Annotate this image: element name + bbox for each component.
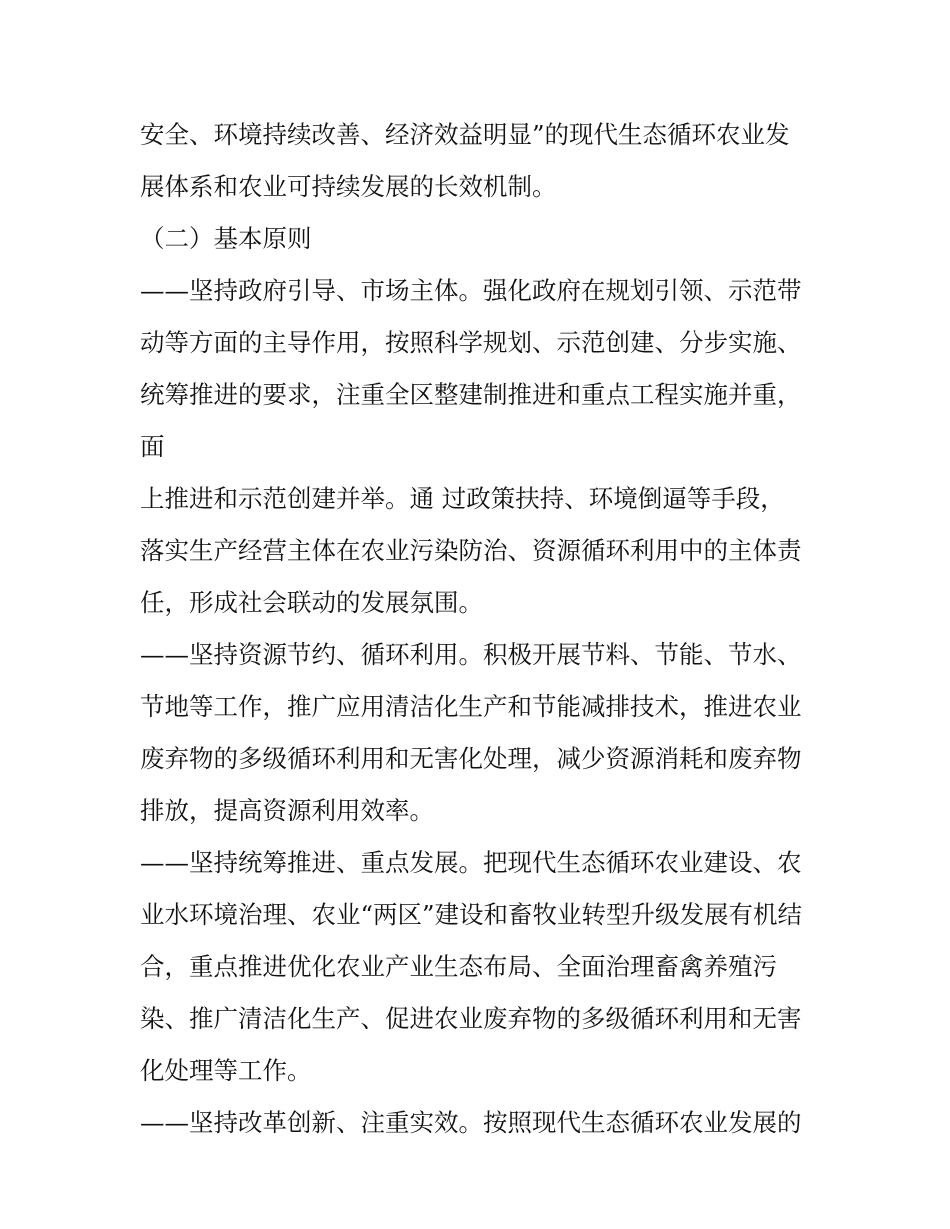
text-line: 排放，提高资源利用效率。	[140, 796, 434, 825]
document-body	[140, 109, 820, 1149]
text-line: 统筹推进的要求，注重全区整建制推进和重点工程实施并重，	[140, 380, 802, 409]
text-line: 安全、环境持续改善、经济效益明显”的现代生态循环农业发	[140, 120, 790, 149]
text-line: 任，形成社会联动的发展氛围。	[140, 588, 483, 617]
text-line: 业水环境治理、农业“两区”建设和畜牧业转型升级发展有机结	[140, 900, 803, 929]
text-line: 染、推广清洁化生产、促进农业废弃物的多级循环利用和无害	[140, 1004, 802, 1033]
text-line: ——坚持统筹推进、重点发展。把现代生态循环农业建设、农	[140, 848, 802, 877]
text-line: ——坚持改革创新、注重实效。按照现代生态循环农业发展的	[140, 1108, 802, 1137]
text-line: 面	[140, 432, 165, 461]
text-line: 动等方面的主导作用，按照科学规划、示范创建、分步实施、	[140, 328, 802, 357]
text-line: 化处理等工作。	[140, 1056, 312, 1085]
text-line: 展体系和农业可持续发展的长效机制。	[140, 172, 557, 201]
text-line: ——坚持资源节约、循环利用。积极开展节料、节能、节水、	[140, 640, 802, 669]
text-line: 节地等工作，推广应用清洁化生产和节能减排技术，推进农业	[140, 692, 802, 721]
text-line: 合，重点推进优化农业产业生态布局、全面治理畜禽养殖污	[140, 952, 777, 981]
text-line: 落实生产经营主体在农业污染防治、资源循环利用中的主体责	[140, 536, 802, 565]
text-line: 废弃物的多级循环利用和无害化处理，减少资源消耗和废弃物	[140, 744, 802, 773]
text-line: ——坚持政府引导、市场主体。强化政府在规划引领、示范带	[140, 276, 802, 305]
section-heading: （二）基本原则	[140, 224, 312, 253]
text-line: 上推进和示范创建并举。通 过政策扶持、环境倒逼等手段，	[140, 484, 785, 513]
